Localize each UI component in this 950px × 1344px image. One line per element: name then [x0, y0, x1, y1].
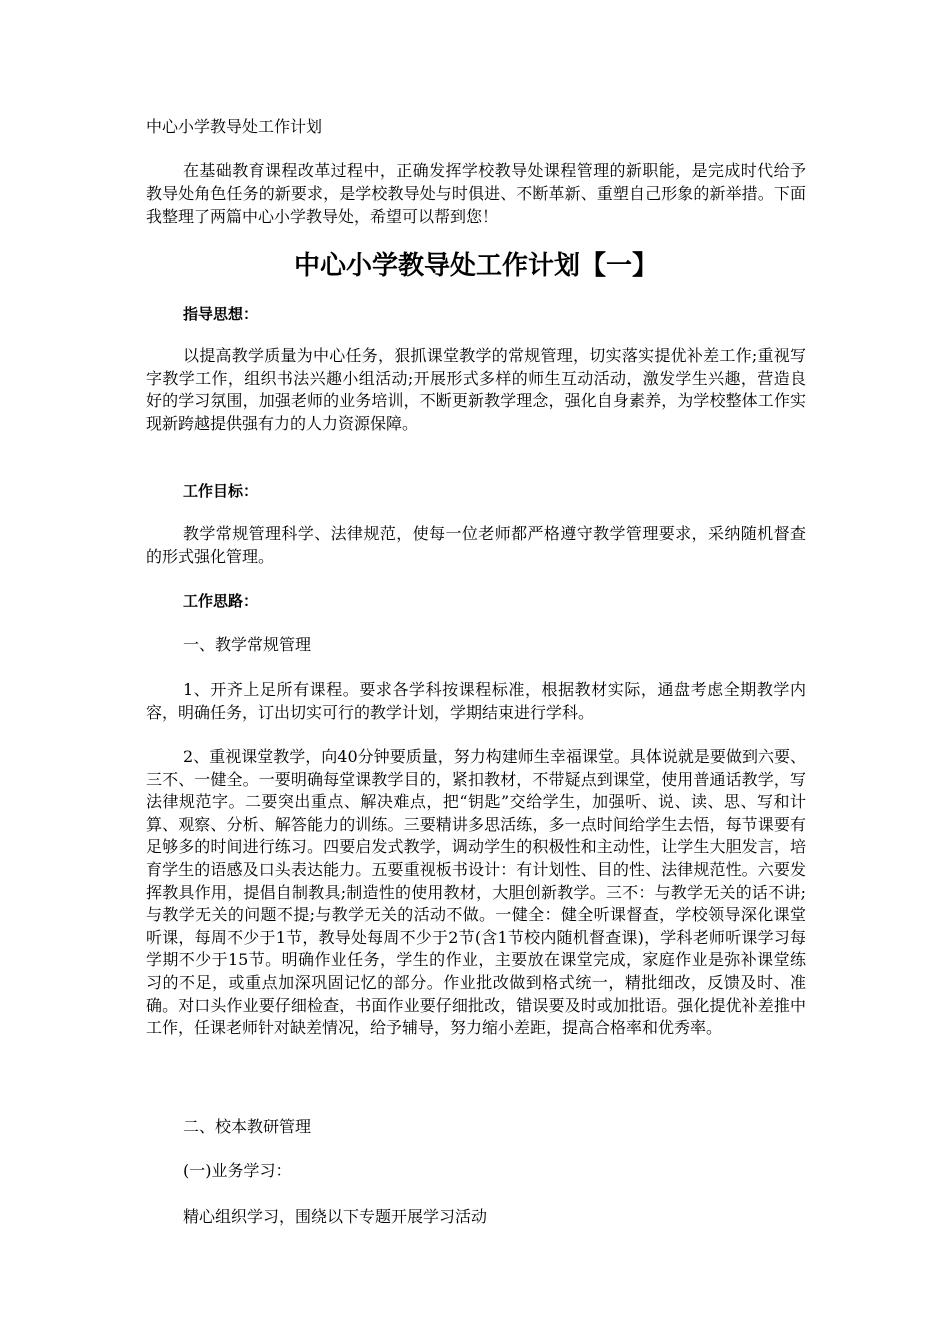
item-two-paragraph: 2、重视课堂教学，向40分钟要质量，努力构建师生幸福课堂。具体说就是要做到六要、三不、一健全。一要明确每堂课教学目的，紧扣教材，不带疑点到课堂，使用普通话教学，写法律规范字。二要突出重点、解决难点，把“钥匙”交给学生，加强听、说、读、思、写和计算、观察、分析、解答能力的训练。三要精讲多思活练，多一点时间给学生去悟，每节课要有足够多的时间进行练习。四要启发式教学，调动学生的积极性和主动性，让学生大胆发言，培育学生的语感及口头表达能力。五要重视板书设计：有计划性、目的性、法律规范性。六要发挥教具作用，提倡自制教具;制造性的使用教材，大胆创新教学。三不：与教学无关的话不讲;与教学无关的问题不提;与教学无关的活动不做。一健全：健全听课督查，学校领导深化课堂听课，每周不少于1节，教导处每周不少于2节(含1节校内随机督查课)，学科老师听课学习每学期不少于15节。明确作业任务，学生的作业，主要放在课堂完成，家庭作业是弥补课堂练习的不足，或重点加深巩固记忆的部分。作业批改做到格式统一，精批细改，反馈及时、准确。对口头作业要仔细检查，书面作业要仔细批改，错误要及时或加批语。强化提优补差推中工作，任课老师针对缺差情况，给予辅导，努力缩小差距，提高合格率和优秀率。: [146, 747, 806, 1038]
guiding-thought-paragraph: 以提高教学质量为中心任务，狠抓课堂教学的常规管理，切实落实提优补差工作;重视写字教学工作，组织书法兴趣小组活动;开展形式多样的师生互动活动，激发学生兴趣，营造良好的学习氛围，加强老师的业务培训，不断更新教学理念，强化自身素养，为学校整体工作实现新跨越提供强有力的人力资源保障。: [146, 346, 806, 433]
part-two-title: 二、校本教研管理: [183, 1117, 312, 1136]
section-heading: 中心小学教导处工作计划【一】: [293, 251, 658, 281]
subsection-one-text: 精心组织学习，围绕以下专题开展学习活动: [183, 1207, 488, 1226]
subsection-one-title: (一)业务学习：: [183, 1161, 292, 1180]
guiding-thought-label: 指导思想：: [183, 305, 259, 323]
work-goal-label: 工作目标：: [183, 482, 259, 500]
intro-paragraph: 在基础教育课程改革过程中，正确发挥学校教导处课程管理的新职能，是完成时代给予教导处角色任务的新要求，是学校教导处与时俱进、不断革新、重塑自己形象的新举措。下面我整理了两篇中心小学教导处，希望可以帮到您！: [146, 161, 806, 226]
work-approach-label: 工作思路：: [183, 592, 259, 610]
document-title: 中心小学教导处工作计划: [146, 117, 323, 136]
item-one-paragraph: 1、开齐上足所有课程。要求各学科按课程标准，根据教材实际，通盘考虑全期教学内容，明确任务，订出切实可行的教学计划，学期结束进行学科。: [146, 680, 806, 722]
work-goal-paragraph: 教学常规管理科学、法律规范，使每一位老师都严格遵守教学管理要求，采纳随机督查的形式强化管理。: [146, 524, 806, 566]
part-one-title: 一、教学常规管理: [183, 635, 312, 654]
